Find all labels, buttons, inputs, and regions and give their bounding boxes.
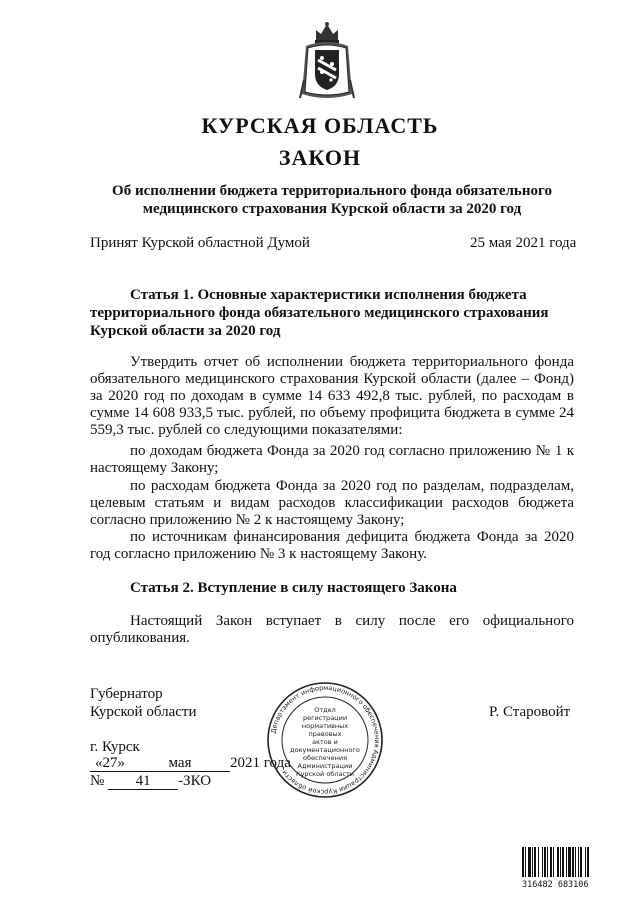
- law-title-line: Об исполнении бюджета территориального фонда обязательного: [112, 183, 552, 199]
- barcode-bar: [532, 847, 533, 877]
- stamp-inner-line: Отдел: [314, 706, 336, 714]
- signer-position-region: Курской области: [90, 704, 197, 720]
- barcode-bar: [566, 847, 567, 877]
- stamp-inner-line: Курской области: [295, 770, 355, 778]
- article-2-heading: Статья 2. Вступление в силу настоящего Закона: [130, 580, 457, 596]
- article-1-heading: [90, 286, 574, 340]
- article-1-item-3: по источникам финансирования дефицита бюджета Фонда за 2020 год согласно приложению № 3 к настоящему Закону.: [90, 529, 574, 562]
- signing-month: мая: [130, 756, 230, 772]
- barcode-bar: [578, 847, 579, 877]
- signing-year: 2021 года: [230, 755, 291, 771]
- law-number: [90, 773, 211, 790]
- stamp-inner-line: Администрации: [297, 762, 353, 770]
- law-title-line: медицинского страхования Курской области за 2020 год: [142, 201, 522, 217]
- article-1-heading-line: Курской области за 2020 год: [90, 323, 281, 339]
- barcode-bar: [572, 847, 574, 877]
- signing-day: «27»: [90, 756, 130, 772]
- law-number-suffix: -ЗКО: [178, 773, 212, 789]
- adopted-by: Принят Курской областной Думой: [90, 235, 310, 251]
- number-sign: №: [90, 773, 105, 789]
- stamp-inner-line: правовых: [308, 730, 342, 738]
- signer-name: Р. Старовойт: [489, 704, 571, 720]
- barcode-bar: [562, 847, 564, 877]
- region-heading: КУРСКАЯ ОБЛАСТЬ: [201, 113, 439, 138]
- adoption-date: 25 мая 2021 года: [470, 235, 577, 251]
- barcode-number: 316482 683106: [522, 880, 589, 889]
- signer-position: Губернатор: [90, 686, 163, 702]
- article-1-body: Утвердить отчет об исполнении бюджета территориального фонда обязательного медицинского страхования Курской области (далее – Фонд) за 2020 год по доходам в сумме 14 633 492,8 тыс. рублей, по расходам в сумме 14 608 933,5 тыс. рублей, по объему профицита бюджета в сумме 24 559,3 тыс. рублей со следующими показателями:: [90, 354, 574, 438]
- article-2-body: Настоящий Закон вступает в силу после его официального опубликования.: [90, 613, 574, 646]
- article-1-item-1: по доходам бюджета Фонда за 2020 год согласно приложению № 1 к настоящему Закону;: [90, 443, 574, 476]
- document-type-heading: ЗАКОН: [278, 145, 362, 170]
- stamp-inner-line: обеспечения: [302, 754, 348, 762]
- signing-city: г. Курск: [90, 739, 140, 755]
- signing-date: [90, 755, 291, 772]
- official-stamp: [265, 680, 385, 800]
- stamp-inner-line: регистрации: [302, 714, 348, 722]
- barcode-bar: [547, 847, 548, 877]
- barcode-bar: [538, 847, 539, 877]
- barcode-bar: [534, 847, 536, 877]
- law-title: [90, 182, 574, 218]
- barcode-bar: [580, 847, 582, 877]
- law-number-value: 41: [108, 774, 178, 790]
- barcode-bar: [575, 847, 576, 877]
- article-1-heading-line: территориального фонда обязательного медицинского страхования: [90, 305, 549, 321]
- barcode-bar: [585, 847, 586, 877]
- barcode-bar: [544, 847, 546, 877]
- stamp-inner-line: документационного: [290, 746, 360, 754]
- barcode-bar: [568, 847, 571, 877]
- stamp-inner-line: актов и: [312, 738, 338, 746]
- barcode-bar: [525, 847, 526, 877]
- barcode-bar: [553, 847, 554, 877]
- barcode: [520, 845, 628, 889]
- barcode-bar: [528, 847, 531, 877]
- article-1-heading-line: Статья 1. Основные характеристики исполнения бюджета: [130, 287, 527, 303]
- barcode-bar: [587, 847, 589, 877]
- stamp-outer-text: Департамент информационного обеспечения Администрации Курской области: [269, 683, 382, 797]
- barcode-bar: [542, 847, 543, 877]
- barcode-bar: [560, 847, 561, 877]
- barcode-bar: [557, 847, 559, 877]
- article-1-item-2: по расходам бюджета Фонда за 2020 год по разделам, подразделам, целевым статьям и видам расходов классификации расходов бюджета согласно приложению № 2 к настоящему Закону;: [90, 478, 574, 528]
- barcode-bar: [522, 847, 524, 877]
- stamp-inner-line: нормативных: [301, 722, 349, 730]
- coat-of-arms-emblem: [298, 20, 356, 102]
- barcode-bar: [550, 847, 552, 877]
